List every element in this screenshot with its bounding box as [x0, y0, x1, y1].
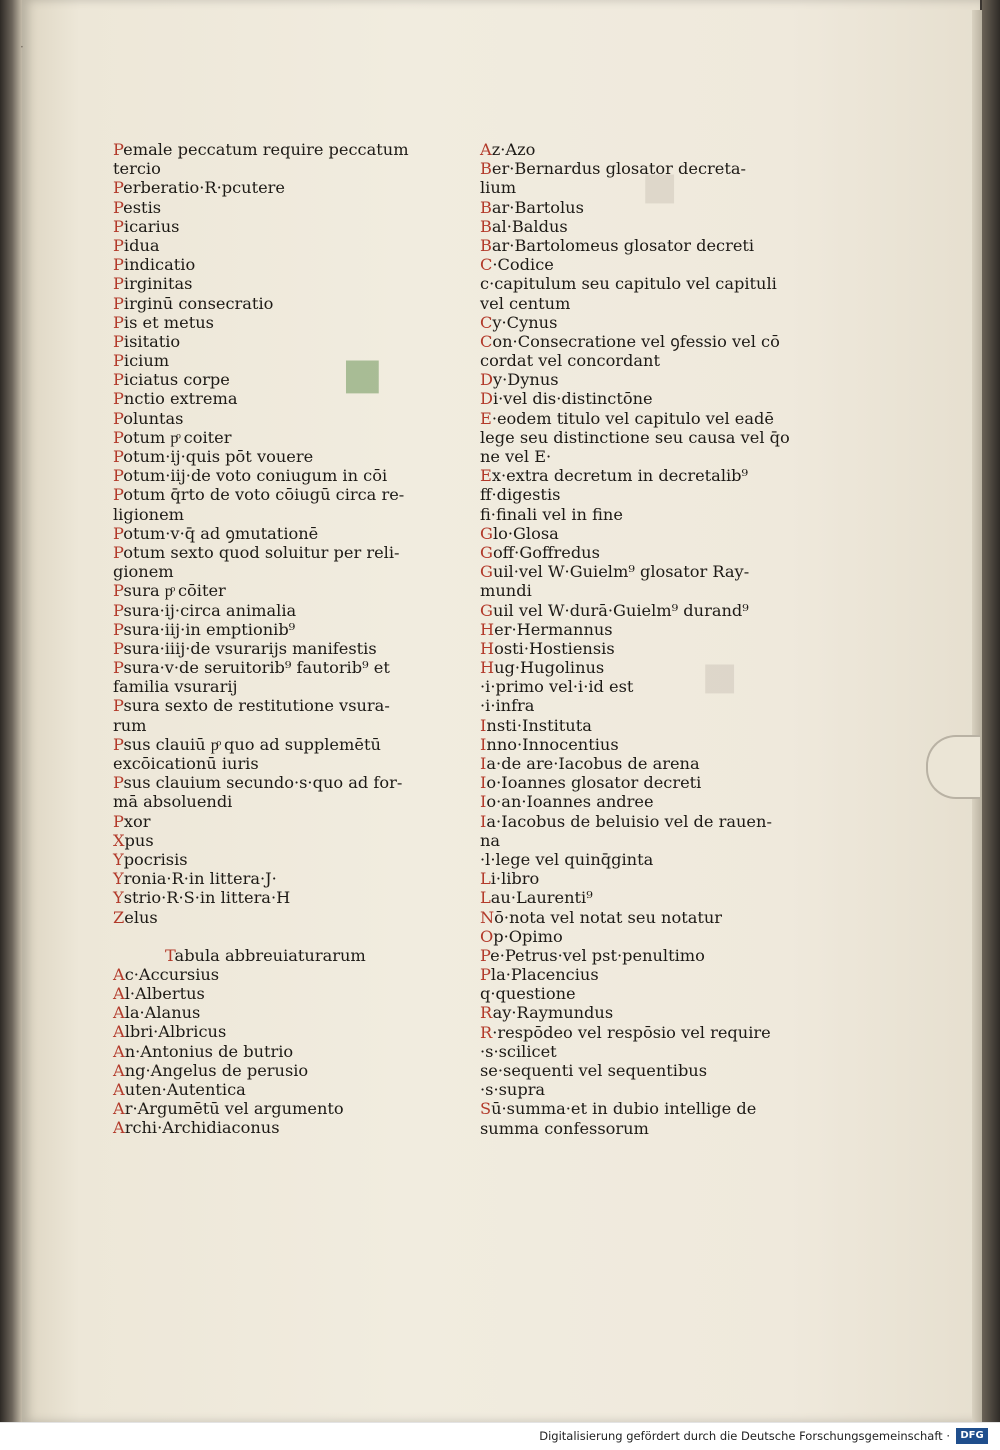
line-text: xor: [123, 811, 151, 831]
text-line: [480, 140, 790, 159]
line-text: se·sequenti vel sequentibus: [480, 1061, 708, 1080]
rubricated-initial: E: [480, 408, 492, 428]
line-text: c·capitulum seu capitulo vel capituli: [480, 274, 777, 294]
rubricated-initial: A: [113, 1041, 125, 1061]
tabula-title: [113, 946, 443, 965]
line-text: ·s·supra: [480, 1080, 546, 1100]
rubricated-initial: P: [113, 293, 124, 313]
text-line: [480, 850, 790, 869]
rubricated-initial: G: [480, 600, 493, 620]
rubricated-initial: P: [113, 351, 124, 371]
text-line: [113, 1022, 443, 1041]
page-edge: [972, 10, 982, 1422]
rubricated-initial: Z: [113, 907, 125, 927]
text-line: [113, 332, 443, 351]
rubricated-initial: O: [480, 926, 494, 946]
rubricated-initial: C: [480, 255, 493, 275]
text-line: [113, 1003, 443, 1022]
line-text: nsti·Instituta: [486, 715, 592, 735]
line-text: i·vel dis·distinctōne: [492, 389, 653, 409]
rubricated-initial: A: [113, 984, 125, 1004]
text-line: [480, 447, 790, 466]
text-line: [480, 908, 790, 927]
line-text: la·Placencius: [490, 965, 599, 985]
line-text: isitatio: [123, 331, 181, 351]
line-text: ·s·scilicet: [480, 1041, 557, 1061]
text-line: [113, 217, 443, 236]
text-line: [113, 198, 443, 217]
bookmark-tab: [926, 735, 980, 799]
line-text: ·respōdeo vel respōsio vel require: [492, 1022, 771, 1042]
left-column: [113, 140, 443, 1138]
rubricated-initial: N: [480, 907, 495, 927]
text-line: [113, 1099, 443, 1118]
text-line: [113, 236, 443, 255]
text-line: [480, 677, 790, 696]
rubricated-initial: I: [480, 734, 487, 754]
line-text: o·an·Ioannes andree: [486, 792, 654, 812]
line-text: cordat vel concordant: [480, 351, 660, 371]
rubricated-initial: R: [480, 1022, 493, 1042]
line-text: n·Antonius de butrio: [124, 1041, 294, 1061]
text-line: [480, 773, 790, 792]
line-text: on·Consecratione vel ꝯfessio vel cō: [492, 331, 780, 351]
rubricated-initial: G: [480, 562, 493, 582]
line-text: c·Accursius: [124, 964, 220, 984]
line-text: r·Argumētū vel argumento: [124, 1099, 344, 1119]
text-line: [480, 332, 790, 351]
line-text: p·Opimo: [493, 926, 563, 946]
rubricated-initial: C: [480, 312, 493, 332]
line-text: lbri·Albricus: [124, 1022, 227, 1042]
text-line: [480, 505, 790, 524]
line-text: nno·Innocentius: [486, 734, 619, 754]
line-text: uil vel W·durā·Guielm⁹ durand⁹: [492, 600, 749, 620]
line-text: ronia·R·in littera·J·: [123, 869, 277, 889]
rubricated-initial: D: [480, 389, 493, 409]
line-text: icium: [123, 351, 170, 371]
line-text: sus clauium secundo·s·quo ad for-: [123, 773, 403, 793]
line-text: estis: [123, 197, 162, 217]
line-text: sura·v·de seruitorib⁹ fautorib⁹ et: [123, 658, 390, 678]
rubricated-initial: P: [113, 811, 124, 831]
rubricated-initial: P: [113, 447, 124, 466]
text-line: [480, 370, 790, 389]
text-line: [113, 1042, 443, 1061]
rubricated-initial: P: [113, 216, 124, 236]
text-line: [113, 639, 443, 658]
show-through-mark: ▪: [640, 150, 680, 218]
line-text: erberatio·R·pcutere: [123, 178, 285, 198]
line-text: ar·Bartolus: [491, 197, 584, 217]
line-text: ō·nota vel notat seu notatur: [494, 907, 723, 927]
text-line: [113, 447, 443, 466]
text-line: [480, 888, 790, 907]
text-line: [480, 1099, 790, 1118]
text-line: [113, 351, 443, 370]
line-text: off·Goffredus: [492, 542, 600, 562]
rubricated-initial: S: [480, 1099, 492, 1119]
line-text: abula abbreuiaturarum: [174, 945, 366, 965]
rubricated-initial: P: [113, 696, 124, 716]
text-line: [113, 409, 443, 428]
text-line: [480, 869, 790, 888]
green-initial-show-through: ▪: [340, 332, 385, 410]
rubricated-initial: P: [113, 370, 124, 390]
text-line: [113, 812, 443, 831]
rubricated-initial: A: [113, 1118, 125, 1138]
line-text: osti·Hostiensis: [494, 638, 615, 658]
line-text: ug·Hugolinus: [494, 658, 605, 678]
text-line: [480, 639, 790, 658]
line-text: summa confessorum: [480, 1118, 649, 1138]
text-line: [113, 466, 443, 485]
rubricated-initial: A: [113, 1022, 125, 1042]
rubricated-initial: D: [480, 370, 493, 390]
line-text: otum·iij·de voto coniugum in cōi: [123, 466, 388, 486]
text-line: [113, 1080, 443, 1099]
text-line: [113, 159, 443, 178]
line-text: al·Baldus: [491, 216, 568, 236]
text-line: [480, 735, 790, 754]
rubricated-initial: E: [480, 466, 492, 486]
text-line: [113, 677, 443, 696]
line-text: lo·Glosa: [492, 523, 559, 543]
text-line: [480, 812, 790, 831]
line-text: a·Iacobus de beluisio vel de rauen-: [486, 811, 772, 831]
rubricated-initial: G: [480, 542, 493, 562]
text-line: [480, 255, 790, 274]
show-through-mark: ▪: [700, 640, 740, 708]
line-text: otum sexto quod soluitur per reli-: [123, 542, 400, 562]
rubricated-initial: P: [113, 408, 124, 428]
rubricated-initial: P: [113, 542, 124, 562]
text-line: [113, 1061, 443, 1080]
rubricated-initial: P: [480, 965, 491, 985]
text-line: [480, 831, 790, 850]
text-line: [480, 543, 790, 562]
line-text: a·de are·Iacobus de arena: [486, 754, 700, 773]
text-line: [480, 946, 790, 965]
text-line: [113, 562, 443, 581]
rubricated-initial: P: [113, 274, 124, 294]
line-text: pocrisis: [123, 849, 188, 869]
text-line: [480, 274, 790, 293]
line-text: idua: [123, 235, 160, 255]
text-line: [113, 505, 443, 524]
text-line: [480, 562, 790, 581]
line-text: nctio extrema: [123, 389, 238, 409]
text-line: [113, 370, 443, 389]
text-line: [480, 159, 790, 178]
text-line: [480, 716, 790, 735]
line-text: na: [480, 830, 501, 850]
line-text: uil·vel W·Guielm⁹ glosator Ray-: [492, 562, 750, 582]
footer-credit: Digitalisierung gefördert durch die Deutsche Forschungsgemeinschaft ·: [539, 1429, 950, 1443]
text-line: [113, 716, 443, 735]
text-line: [113, 274, 443, 293]
text-line: [480, 294, 790, 313]
text-line: [480, 984, 790, 1003]
rubricated-initial: Y: [113, 888, 124, 908]
text-line: [113, 485, 443, 504]
line-text: gionem: [113, 562, 174, 582]
line-text: sura pͦ cōiter: [123, 581, 226, 601]
line-text: sura sexto de restitutione vsura-: [123, 696, 390, 716]
line-text: irginitas: [123, 274, 193, 294]
text-line: [113, 620, 443, 639]
text-line: [480, 1061, 790, 1080]
line-text: iciatus corpe: [123, 370, 230, 390]
text-line: [480, 178, 790, 197]
rubricated-initial: I: [480, 811, 487, 831]
text-line: [480, 1042, 790, 1061]
text-line: [113, 313, 443, 332]
rubricated-initial: P: [113, 581, 124, 601]
rubricated-initial: P: [113, 734, 124, 754]
rubricated-initial: B: [480, 159, 492, 179]
line-text: irginū consecratio: [123, 293, 274, 313]
text-line: [480, 581, 790, 600]
rubricated-initial: I: [480, 715, 487, 735]
text-line: [113, 543, 443, 562]
rubricated-initial: P: [113, 312, 124, 332]
text-line: [480, 428, 790, 447]
line-text: z·Azo: [491, 140, 536, 159]
footer-bar: [0, 1422, 1000, 1450]
line-text: is et metus: [123, 312, 214, 332]
line-text: mundi: [480, 581, 532, 601]
rubricated-initial: P: [113, 140, 124, 159]
text-line: [113, 581, 443, 600]
text-line: [480, 658, 790, 677]
line-text: ·l·lege vel quinq̄ginta: [480, 849, 654, 869]
rubricated-initial: P: [113, 466, 124, 486]
text-line: [113, 294, 443, 313]
text-line: [480, 389, 790, 408]
line-text: lege seu distinctione seu causa vel q̄o: [480, 427, 790, 447]
line-text: ng·Angelus de perusio: [124, 1060, 309, 1080]
line-text: er·Bernardus glosator decreta-: [491, 159, 746, 179]
text-line: [113, 428, 443, 447]
line-text: otum q̄rto de voto cōiugū circa re-: [123, 485, 405, 505]
rubricated-initial: P: [113, 773, 124, 793]
line-text: e·Petrus·vel pst·penultimo: [490, 945, 705, 965]
line-text: sura·iij·in emptionib⁹: [123, 619, 296, 639]
rubricated-initial: H: [480, 638, 495, 658]
line-text: lium: [480, 178, 517, 198]
text-line: [113, 869, 443, 888]
line-text: pus: [124, 830, 154, 850]
right-column: [480, 140, 790, 1138]
rubricated-initial: I: [480, 754, 487, 773]
rubricated-initial: P: [113, 331, 124, 351]
text-line: [480, 1003, 790, 1022]
line-text: o·Ioannes glosator decreti: [486, 773, 702, 793]
rubricated-initial: A: [113, 1060, 125, 1080]
line-text: ·eodem titulo vel capitulo vel eadē: [491, 408, 774, 428]
line-text: strio·R·S·in littera·H: [123, 888, 291, 908]
line-text: ligionem: [113, 504, 184, 524]
rubricated-initial: P: [480, 945, 491, 965]
line-text: excōicationū iuris: [113, 754, 259, 773]
line-text: ū·summa·et in dubio intellige de: [491, 1099, 757, 1119]
line-text: sura·ij·circa animalia: [123, 600, 297, 620]
rubricated-initial: B: [480, 235, 492, 255]
line-text: icarius: [123, 216, 180, 236]
text-line: [113, 696, 443, 715]
margin-mark: ·: [20, 40, 24, 54]
line-text: er·Hermannus: [494, 619, 613, 639]
text-line: [480, 965, 790, 984]
rubricated-initial: A: [113, 1099, 125, 1119]
text-line: [113, 831, 443, 850]
line-text: au·Laurenti⁹: [490, 888, 593, 908]
rubricated-initial: L: [480, 888, 491, 908]
text-line: [480, 601, 790, 620]
rubricated-initial: P: [113, 197, 124, 217]
text-line: [113, 601, 443, 620]
line-text: emale peccatum require peccatum: [123, 140, 409, 159]
line-text: rchi·Archidiaconus: [124, 1118, 280, 1138]
text-line: [113, 773, 443, 792]
rubricated-initial: B: [480, 197, 492, 217]
line-text: la·Alanus: [124, 1003, 201, 1023]
rubricated-initial: A: [113, 964, 125, 984]
rubricated-initial: A: [113, 1003, 125, 1023]
rubricated-initial: P: [113, 619, 124, 639]
rubricated-initial: T: [165, 945, 175, 965]
rubricated-initial: P: [113, 658, 124, 678]
rubricated-initial: P: [113, 485, 124, 505]
line-text: vel centum: [480, 293, 571, 313]
line-text: uten·Autentica: [124, 1080, 246, 1099]
text-line: [480, 620, 790, 639]
line-text: oluntas: [123, 408, 184, 428]
rubricated-initial: B: [480, 216, 492, 236]
rubricated-initial: I: [480, 773, 487, 793]
rubricated-initial: P: [113, 389, 124, 409]
scan-border-right: [982, 0, 1000, 1422]
text-line: [113, 850, 443, 869]
dfg-logo: DFG: [956, 1428, 988, 1444]
line-text: otum·ij·quis pōt vouere: [123, 447, 314, 466]
text-line: [113, 984, 443, 1003]
rubricated-initial: P: [113, 178, 124, 198]
rubricated-initial: Y: [113, 869, 124, 889]
text-line: [480, 485, 790, 504]
text-line: [113, 888, 443, 907]
text-line: [113, 735, 443, 754]
rubricated-initial: R: [480, 1003, 493, 1023]
text-line: [113, 178, 443, 197]
line-text: x·extra decretum in decretalib⁹: [491, 466, 749, 486]
line-text: elus: [124, 907, 158, 927]
line-text: tercio: [113, 159, 161, 179]
line-text: i·libro: [490, 869, 540, 889]
text-line: [480, 466, 790, 485]
text-line: [480, 524, 790, 543]
text-line: [480, 217, 790, 236]
rubricated-initial: L: [480, 869, 491, 889]
line-text: otum pͦ coiter: [123, 427, 232, 447]
line-text: ·i·infra: [480, 696, 535, 716]
text-line: [113, 389, 443, 408]
text-line: [113, 792, 443, 811]
line-text: ·i·primo vel·i·id est: [480, 677, 634, 697]
line-text: ·Codice: [492, 255, 554, 275]
text-line: [113, 965, 443, 984]
text-line: [113, 524, 443, 543]
text-line: [480, 409, 790, 428]
line-text: indicatio: [123, 255, 196, 275]
rubricated-initial: H: [480, 658, 495, 678]
line-text: l·Albertus: [124, 984, 205, 1004]
line-text: ff·digestis: [480, 485, 561, 505]
rubricated-initial: A: [113, 1080, 125, 1099]
text-line: [480, 1080, 790, 1099]
text-line: [113, 140, 443, 159]
line-text: ar·Bartolomeus glosator decreti: [491, 235, 755, 255]
line-text: sus clauiū pͦ quo ad supplemētū: [123, 734, 381, 754]
rubricated-initial: I: [480, 792, 487, 812]
line-text: rum: [113, 715, 147, 735]
rubricated-initial: Y: [113, 849, 124, 869]
line-text: q·questione: [480, 984, 576, 1004]
text-line: [480, 754, 790, 773]
text-line: [480, 927, 790, 946]
rubricated-initial: G: [480, 523, 493, 543]
rubricated-initial: P: [113, 255, 124, 275]
line-text: mā absoluendi: [113, 792, 233, 812]
text-line: [480, 1119, 790, 1138]
text-line: [480, 198, 790, 217]
rubricated-initial: P: [113, 523, 124, 543]
line-text: y·Cynus: [492, 312, 558, 332]
rubricated-initial: H: [480, 619, 495, 639]
line-text: fi·finali vel in fine: [480, 504, 623, 524]
line-text: ne vel E·: [480, 447, 552, 466]
line-text: ay·Raymundus: [492, 1003, 614, 1023]
text-line: [480, 351, 790, 370]
text-line: [113, 1118, 443, 1137]
text-line: [113, 658, 443, 677]
text-line: [113, 255, 443, 274]
text-line: [480, 236, 790, 255]
rubricated-initial: X: [113, 830, 125, 850]
rubricated-initial: C: [480, 331, 493, 351]
rubricated-initial: A: [480, 140, 492, 159]
line-text: y·Dynus: [492, 370, 559, 390]
text-line: [113, 754, 443, 773]
line-text: sura·iiij·de vsurarijs manifestis: [123, 638, 377, 658]
rubricated-initial: P: [113, 427, 124, 447]
rubricated-initial: P: [113, 638, 124, 658]
line-text: familia vsurarij: [113, 677, 238, 697]
text-line: [480, 313, 790, 332]
rubricated-initial: P: [113, 600, 124, 620]
text-line: [480, 696, 790, 715]
line-text: otum·v·q̄ ad ꝯmutationē: [123, 523, 319, 543]
rubricated-initial: P: [113, 235, 124, 255]
text-line: [480, 792, 790, 811]
text-line: [480, 1023, 790, 1042]
text-line: [113, 908, 443, 927]
